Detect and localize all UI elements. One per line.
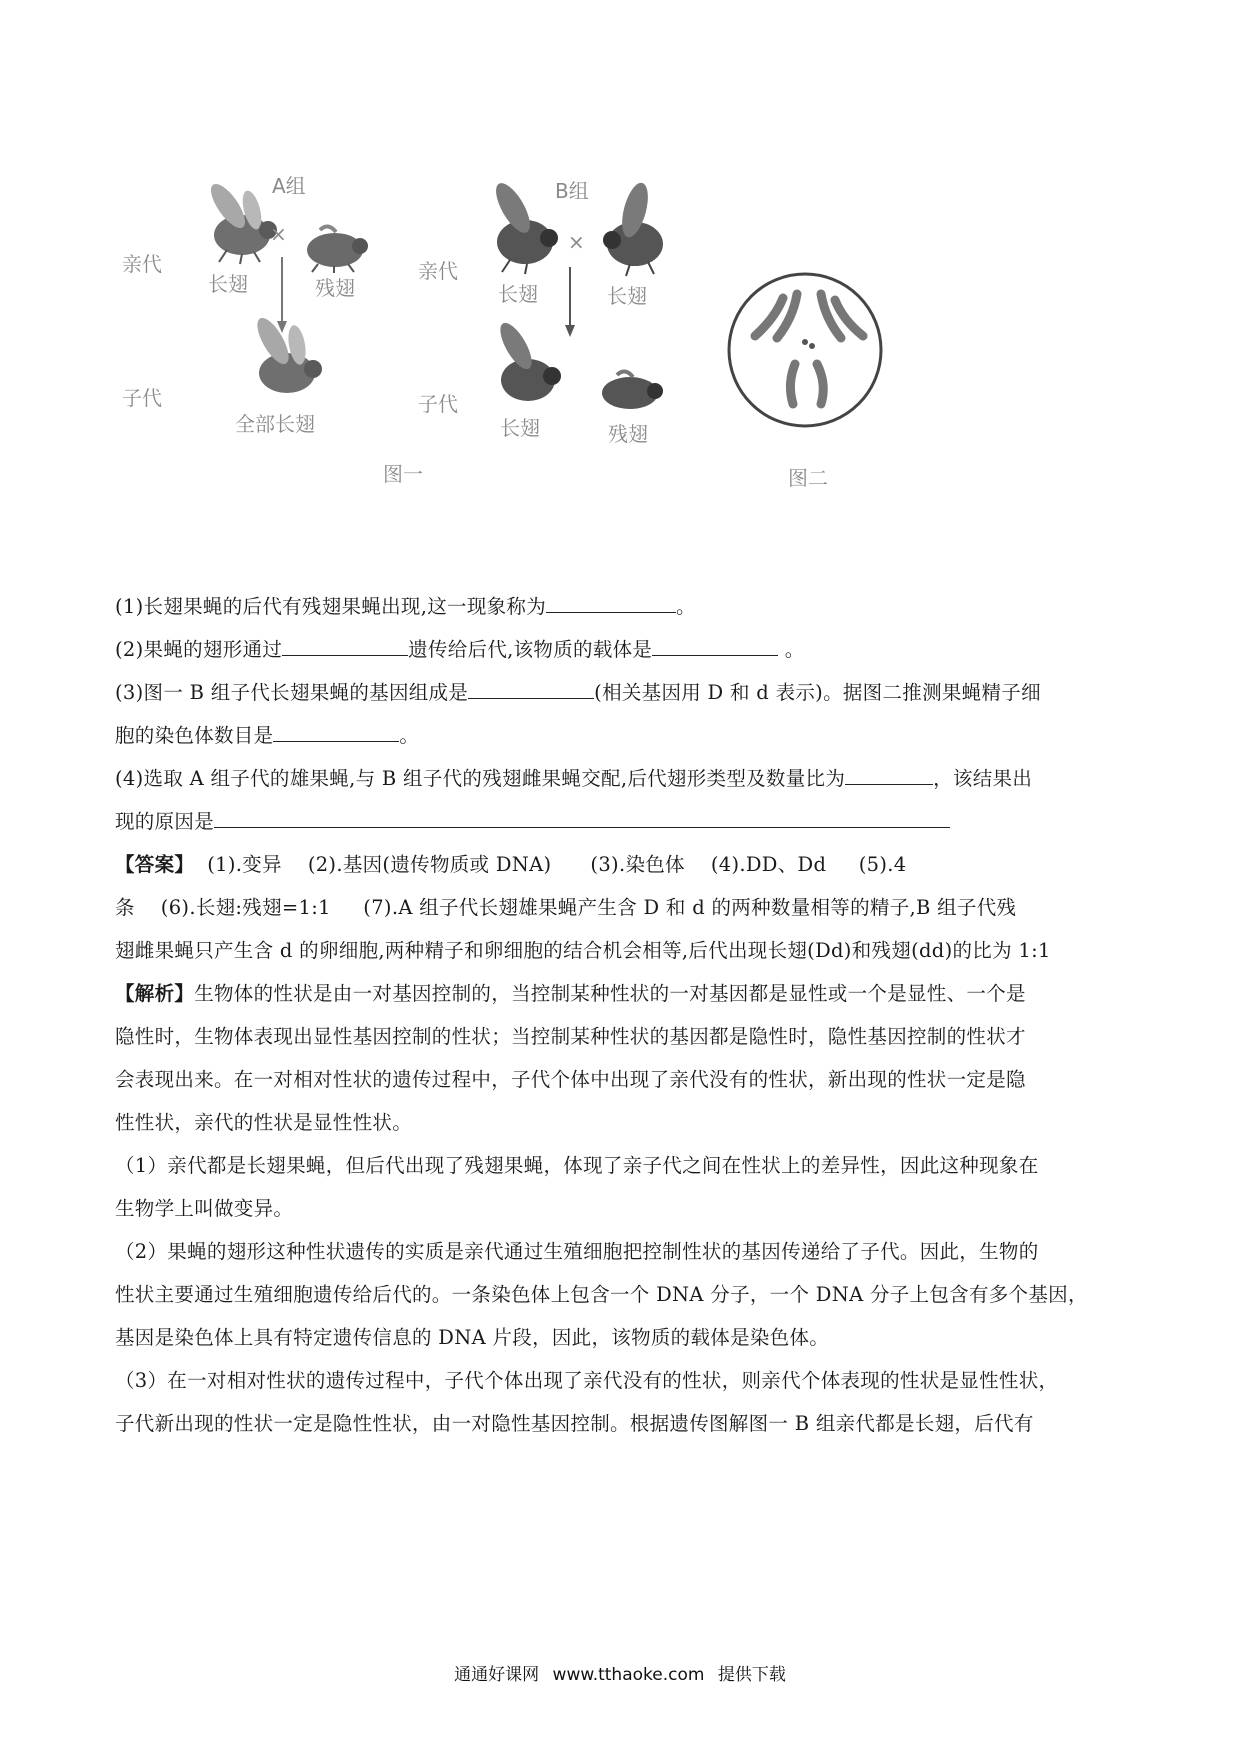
long-wing-fly-icon [480, 320, 565, 410]
answer-line-3: 翅雌果蝇只产生含 d 的卵细胞,两种精子和卵细胞的结合机会相等,后代出现长翅(Dd)和残翅(dd)的比为 1:1 [115, 939, 1051, 962]
cross-symbol-a: × [270, 222, 287, 246]
figure2-caption: 图二 [788, 466, 828, 490]
answer-blank [652, 633, 778, 656]
b-offspring-right-label: 残翅 [608, 422, 648, 446]
long-wing-fly-icon [590, 182, 680, 277]
footer-site-name: 通通好课网 [454, 1665, 540, 1685]
answer-line-2: 条 (6).长翅:残翅=1:1 (7).A 组子代长翅雄果蝇产生含 D 和 d 的两种数量相等的精子,B 组子代残 [115, 896, 1017, 919]
answer-blank [845, 762, 933, 785]
answer-blank [273, 719, 399, 742]
analysis-line: （3）在一对相对性状的遗传过程中，子代个体出现了亲代没有的性状，则亲代个体表现的性状是显性性状， [115, 1369, 1059, 1392]
analysis-line: （1）亲代都是长翅果蝇，但后代出现了残翅果蝇，体现了亲子代之间在性状上的差异性，因此这种现象在 [115, 1154, 1039, 1177]
figure1-caption: 图一 [383, 462, 423, 486]
question-2: (2)果蝇的翅形通过 遗传给后代,该物质的载体是 。 [115, 628, 1125, 671]
answer-blank [282, 633, 408, 656]
answer-line-1: 【答案】 (1).变异 (2).基因(遗传物质或 DNA) (3).染色体 (4).DD、Dd (5).4 [115, 853, 907, 876]
vestigial-wing-fly-icon [595, 365, 665, 415]
offspring-label-b: 子代 [418, 392, 458, 416]
answer-blank [546, 590, 676, 613]
question-1: (1)长翅果蝇的后代有残翅果蝇出现,这一现象称为 。 [115, 585, 1125, 628]
a-offspring-label: 全部长翅 [235, 412, 315, 436]
parent-label-a: 亲代 [122, 252, 162, 276]
analysis-line: 性性状，亲代的性状是显性性状。 [115, 1111, 413, 1134]
genetics-figure [120, 160, 1120, 560]
analysis-label: 【解析】 [115, 982, 195, 1005]
document-body [115, 585, 1125, 1445]
question-3-cont: 胞的染色体数目是 。 [115, 714, 1125, 757]
a-parent-right-label: 残翅 [315, 276, 355, 300]
parent-label-b: 亲代 [418, 259, 458, 283]
analysis-line: （2）果蝇的翅形这种性状遗传的实质是亲代通过生殖细胞把控制性状的基因传递给了子代。因此，生物的 [115, 1240, 1039, 1263]
b-parent-right-label: 长翅 [607, 284, 647, 308]
b-parent-left-label: 长翅 [498, 282, 538, 306]
answer-blank [468, 676, 594, 699]
b-offspring-left-label: 长翅 [500, 416, 540, 440]
answer-label: 【答案】 [115, 853, 195, 876]
group-a-label: A组 [272, 174, 306, 198]
analysis-line: 基因是染色体上具有特定遗传信息的 DNA 片段，因此，该物质的载体是染色体。 [115, 1326, 830, 1349]
footer-url-link[interactable]: www.tthaoke.com [552, 1665, 705, 1685]
analysis-line: 子代新出现的性状一定是隐性性状，由一对隐性基因控制。根据遗传图解图一 B 组亲代都是长翅，后代有 [115, 1412, 1034, 1435]
page-footer [0, 1660, 1240, 1685]
analysis-line: 性状主要通过生殖细胞遗传给后代的。一条染色体上包含一个 DNA 分子，一个 DNA 分子上包含有多个基因， [115, 1283, 1088, 1306]
group-b-label: B组 [555, 179, 589, 203]
question-4-cont: 现的原因是 [115, 800, 1125, 843]
a-parent-left-label: 长翅 [208, 272, 248, 296]
vestigial-wing-fly-icon [300, 218, 370, 273]
chromosome-cell-diagram [725, 270, 885, 430]
cross-symbol-b: × [568, 230, 585, 254]
long-wing-fly-icon [475, 180, 565, 275]
analysis-line: 生物学上叫做变异。 [115, 1197, 294, 1220]
question-4: (4)选取 A 组子代的雄果蝇,与 B 组子代的残翅雌果蝇交配,后代翅形类型及数量比为 ，该结果出 [115, 757, 1125, 800]
footer-suffix: 提供下载 [717, 1665, 786, 1685]
offspring-label-a: 子代 [122, 386, 162, 410]
answer-blank [214, 805, 950, 828]
question-3: (3)图一 B 组子代长翅果蝇的基因组成是 (相关基因用 D 和 d 表示)。据图二推测果蝇精子细 [115, 671, 1125, 714]
analysis-line: 隐性时，生物体表现出显性基因控制的性状；当控制某种性状的基因都是隐性时，隐性基因控制的性状才 [115, 1025, 1026, 1048]
long-wing-fly-icon [192, 180, 282, 265]
long-wing-fly-icon [235, 315, 330, 400]
analysis-line: 会表现出来。在一对相对性状的遗传过程中，子代个体中出现了亲代没有的性状，新出现的性状一定是隐 [115, 1068, 1026, 1091]
analysis-line: 【解析】生物体的性状是由一对基因控制的，当控制某种性状的一对基因都是显性或一个是显性、一个是 [115, 982, 1026, 1005]
